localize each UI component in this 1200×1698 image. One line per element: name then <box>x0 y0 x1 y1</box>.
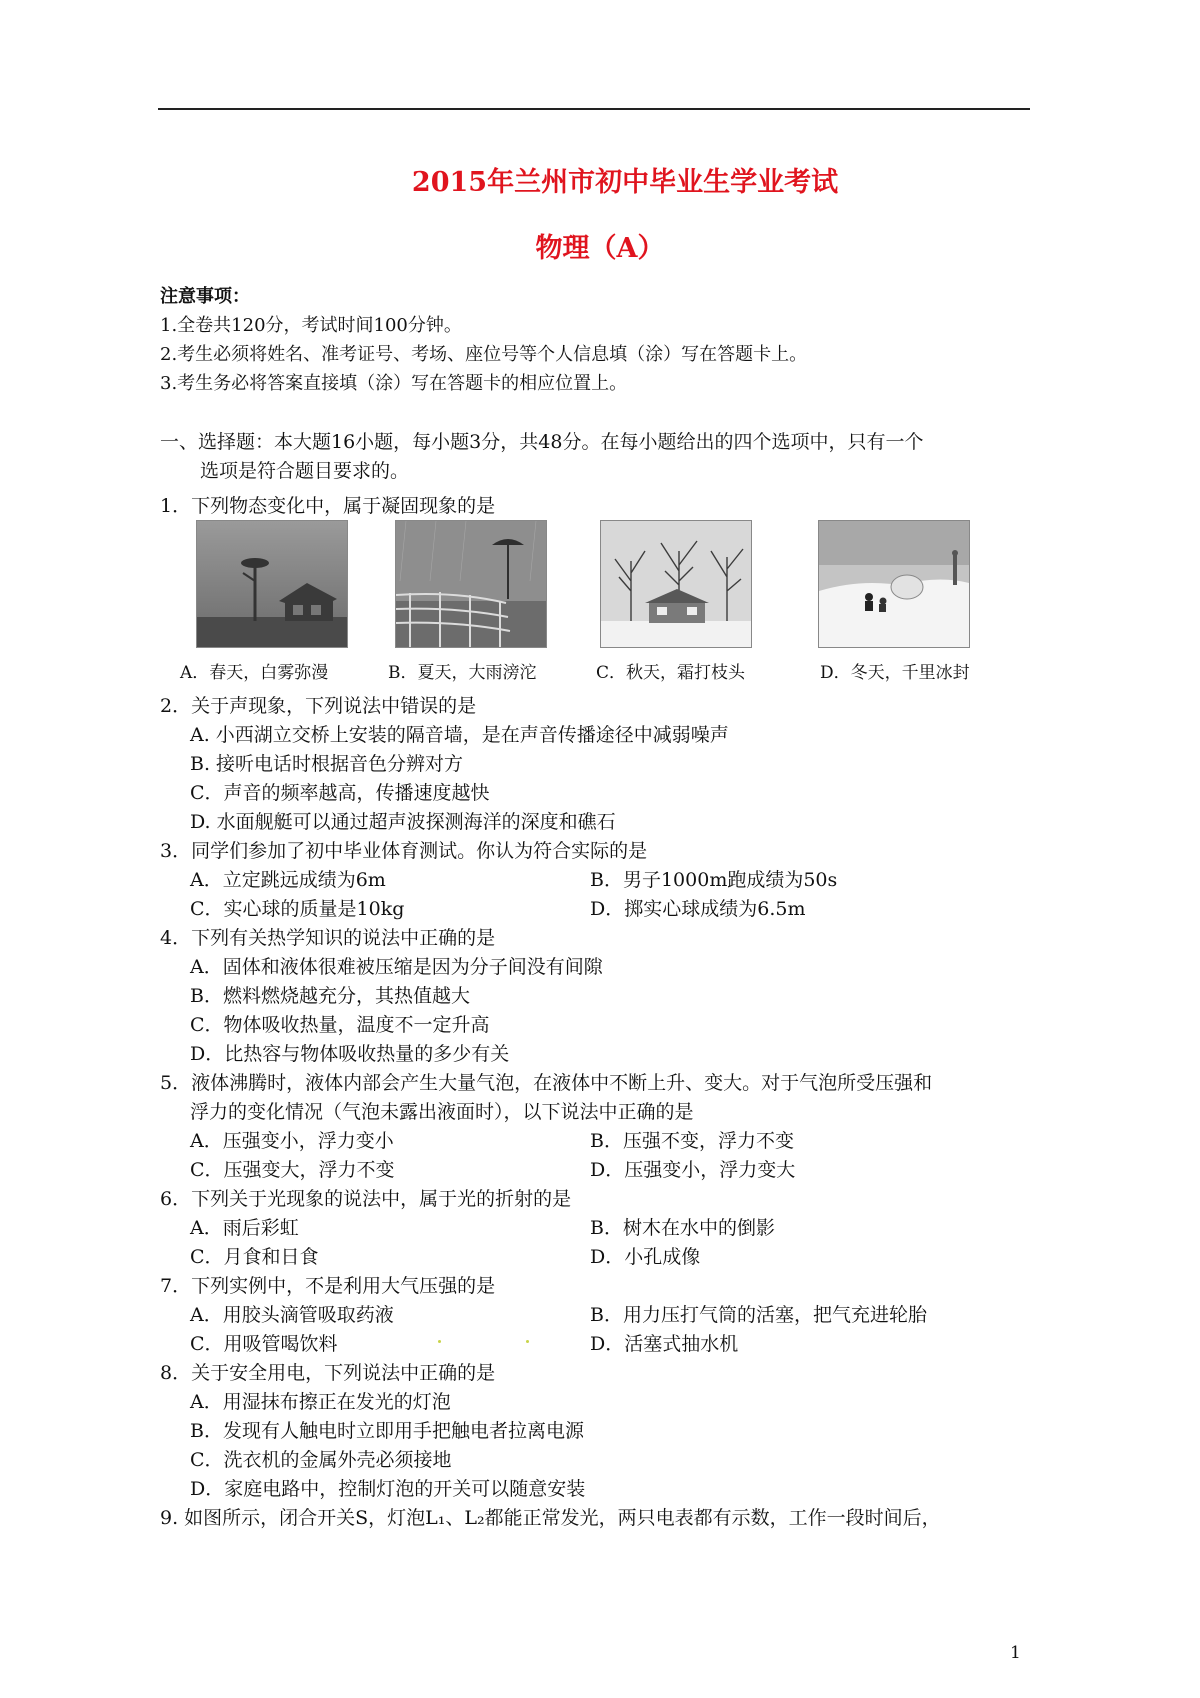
question-9-stem: 9. 如图所示，闭合开关S，灯泡L₁、L₂都能正常发光，两只电表都有示数，工作一段时间后， <box>160 1507 941 1529</box>
section-one-instructions <box>160 428 1040 486</box>
rain-railing-umbrella-photo-icon <box>395 520 547 648</box>
question-4-option-d: D．比热容与物体吸收热量的多少有关 <box>190 1043 510 1065</box>
photo-caption: D．冬天，千里冰封 <box>820 663 970 683</box>
notes-item: 1.全卷共120分，考试时间100分钟。 <box>160 315 462 336</box>
question-7-option-a: A．用胶头滴管吸取药液 <box>190 1304 394 1326</box>
question-3-option-a: A．立定跳远成绩为6m <box>190 869 386 891</box>
question-7-stem: 7．下列实例中，不是利用大气压强的是 <box>160 1275 496 1297</box>
notes-item: 2.考生必须将姓名、准考证号、考场、座位号等个人信息填（涂）写在答题卡上。 <box>160 344 808 365</box>
question-2-option-a: A. 小西湖立交桥上安装的隔音墙，是在声音传播途径中减弱噪声 <box>190 724 729 746</box>
question-8-option-c: C．洗衣机的金属外壳必须接地 <box>190 1449 452 1471</box>
question-2 <box>160 692 1040 837</box>
question-5-option-b: B．压强不变，浮力不变 <box>590 1130 794 1152</box>
question-5 <box>160 1069 1040 1185</box>
photo-caption: C．秋天，霜打枝头 <box>596 663 746 683</box>
section-one-line: 一、选择题：本大题16小题，每小题3分，共48分。在每小题给出的四个选项中，只有一个 <box>160 431 924 453</box>
question-2-stem: 2．关于声现象，下列说法中错误的是 <box>160 695 477 717</box>
frost-trees-house-photo-icon <box>600 520 752 648</box>
question-5-stem: 5．液体沸腾时，液体内部会产生大量气泡，在液体中不断上升、变大。对于气泡所受压强和 <box>160 1072 933 1094</box>
question-6-stem: 6．下列关于光现象的说法中，属于光的折射的是 <box>160 1188 572 1210</box>
question-5-option-a: A．压强变小，浮力变小 <box>190 1130 394 1152</box>
snow-ice-field-photo-icon <box>818 520 970 648</box>
fog-tree-house-photo-icon <box>196 520 348 648</box>
question-3-option-c: C．实心球的质量是10kg <box>190 898 405 920</box>
question-6-option-a: A．雨后彩虹 <box>190 1217 299 1239</box>
section-one-line: 选项是符合题目要求的。 <box>200 460 410 482</box>
question-5-stem-cont: 浮力的变化情况（气泡未露出液面时），以下说法中正确的是 <box>190 1101 694 1123</box>
exam-title: 2015年兰州市初中毕业生学业考试 <box>411 167 839 198</box>
question-1-stem: 1．下列物态变化中，属于凝固现象的是 <box>160 495 496 517</box>
question-4-option-a: A．固体和液体很难被压缩是因为分子间没有间隙 <box>190 956 603 978</box>
question-8 <box>160 1359 1040 1504</box>
scan-speck <box>526 1340 529 1343</box>
question-3-stem: 3．同学们参加了初中毕业体育测试。你认为符合实际的是 <box>160 840 648 862</box>
question-2-option-d: D. 水面舰艇可以通过超声波探测海洋的深度和礁石 <box>190 811 616 833</box>
question-5-option-c: C．压强变大，浮力不变 <box>190 1159 395 1181</box>
question-3 <box>160 837 1040 924</box>
question-8-option-b: B．发现有人触电时立即用手把触电者拉离电源 <box>190 1420 584 1442</box>
page-number: 1 <box>1010 1643 1021 1663</box>
question-4-option-c: C．物体吸收热量，温度不一定升高 <box>190 1014 490 1036</box>
question-2-option-b: B. 接听电话时根据音色分辨对方 <box>190 753 464 775</box>
question-8-option-a: A．用湿抹布擦正在发光的灯泡 <box>190 1391 451 1413</box>
notes-block <box>160 282 1040 398</box>
notes-item: 3.考生务必将答案直接填（涂）写在答题卡的相应位置上。 <box>160 373 628 394</box>
question-7-option-d: D．活塞式抽水机 <box>590 1333 739 1355</box>
question-4-option-b: B．燃料燃烧越充分，其热值越大 <box>190 985 470 1007</box>
question-6-option-c: C．月食和日食 <box>190 1246 319 1268</box>
question-6 <box>160 1185 1040 1272</box>
question-4-stem: 4．下列有关热学知识的说法中正确的是 <box>160 927 496 949</box>
exam-subtitle: 物理（A） <box>535 233 665 264</box>
question-2-option-c: C．声音的频率越高，传播速度越快 <box>190 782 490 804</box>
question-3-option-d: D．掷实心球成绩为6.5m <box>590 898 806 920</box>
photo-caption: A．春天，白雾弥漫 <box>180 663 329 683</box>
question-7-option-c: C．用吸管喝饮料 <box>190 1333 338 1355</box>
question-6-option-d: D．小孔成像 <box>590 1246 701 1268</box>
question-3-option-b: B．男子1000m跑成绩为50s <box>590 869 838 891</box>
question-8-option-d: D．家庭电路中，控制灯泡的开关可以随意安装 <box>190 1478 586 1500</box>
header-rule <box>158 108 1030 110</box>
question-1-photos <box>160 520 1040 683</box>
notes-heading: 注意事项： <box>160 286 250 307</box>
question-6-option-b: B．树木在水中的倒影 <box>590 1217 775 1239</box>
scan-speck <box>438 1340 441 1343</box>
question-8-stem: 8．关于安全用电，下列说法中正确的是 <box>160 1362 496 1384</box>
question-7-option-b: B．用力压打气筒的活塞，把气充进轮胎 <box>590 1304 927 1326</box>
question-5-option-d: D．压强变小，浮力变大 <box>590 1159 796 1181</box>
question-7 <box>160 1272 1040 1359</box>
photo-caption: B．夏天，大雨滂沱 <box>388 663 537 683</box>
question-4 <box>160 924 1040 1069</box>
